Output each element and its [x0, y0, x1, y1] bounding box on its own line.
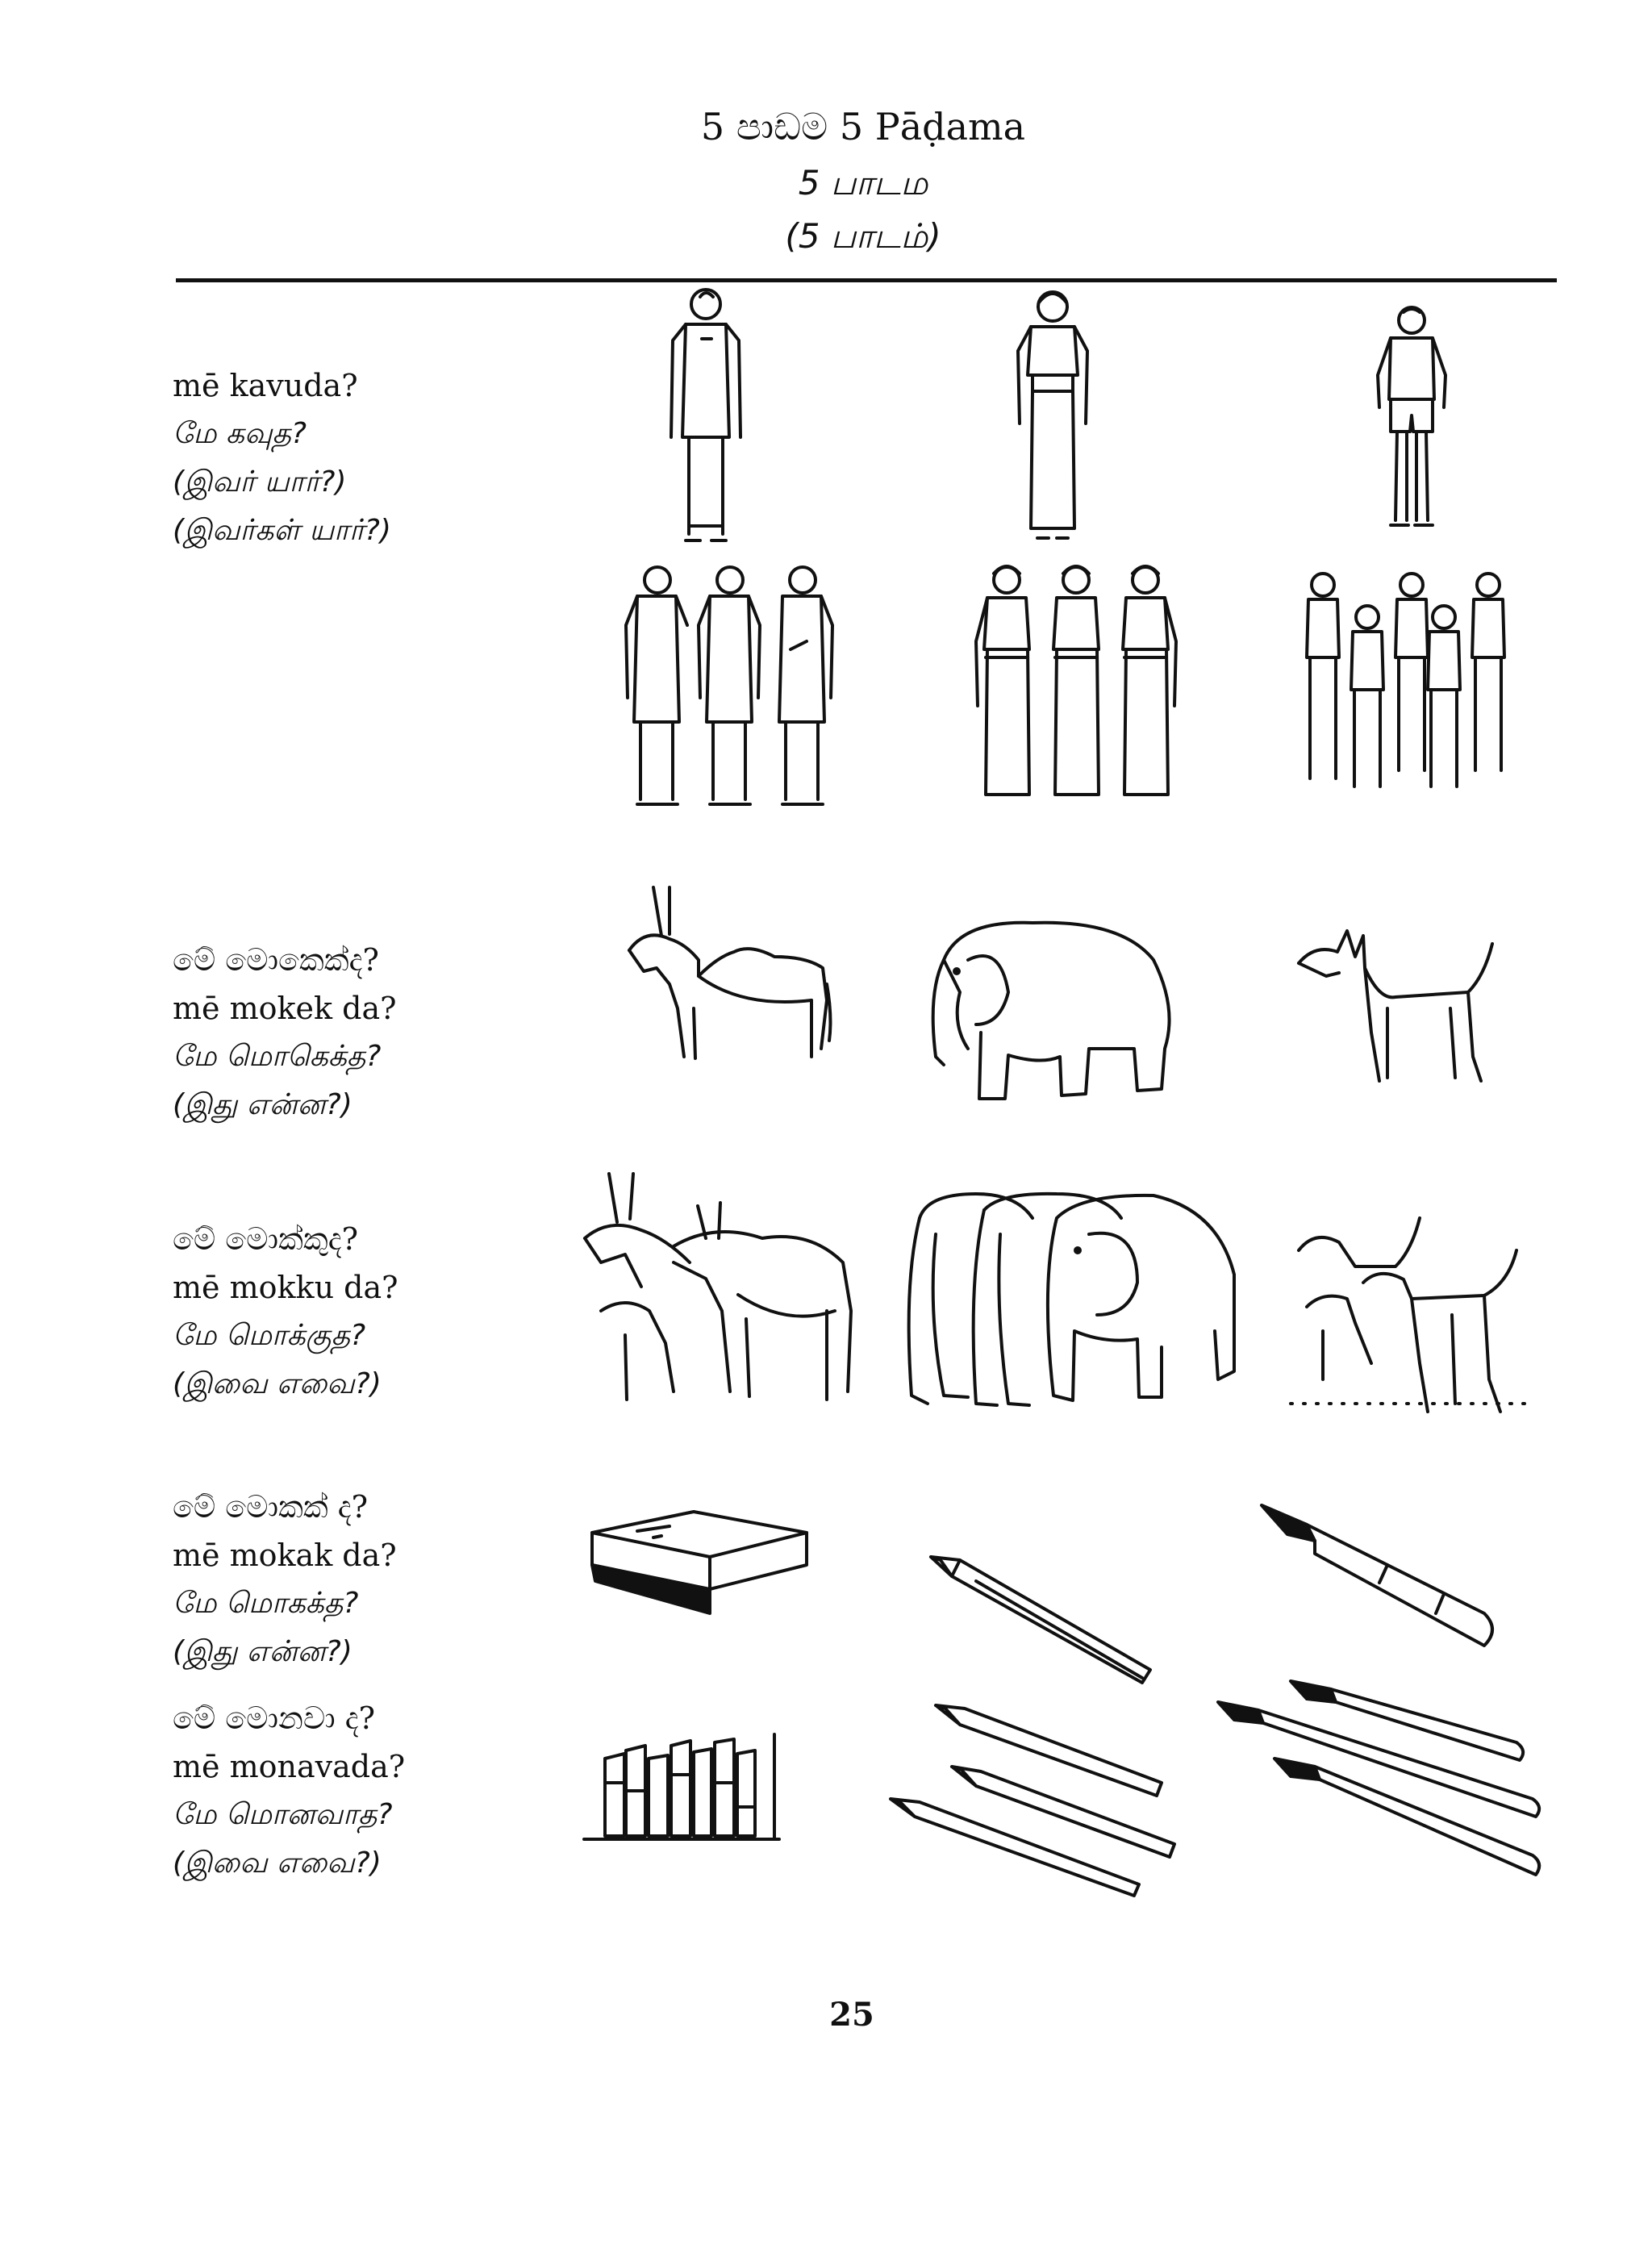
question-sinhala: මේ මොක්කුද? — [173, 1221, 358, 1257]
books-shelf-icon — [581, 1734, 782, 1847]
pencils-icon — [887, 1702, 1194, 1896]
question-tamil-singular: (இவர் யார்?) — [173, 465, 347, 499]
lesson-title: 5 පාඩම 5 Pāḍama — [700, 105, 1026, 148]
question-tamil: (இவை எவை?) — [173, 1846, 382, 1880]
boys-group-icon — [1291, 569, 1525, 799]
dogs-pack-icon — [1291, 1218, 1533, 1428]
question-sinhala: මේ මොකක් ද? — [173, 1489, 369, 1525]
bulls-herd-icon — [577, 1174, 883, 1416]
elephants-herd-icon — [895, 1186, 1250, 1428]
book-icon — [589, 1508, 815, 1621]
dog-icon — [1283, 920, 1508, 1097]
page-number: 25 — [829, 1996, 874, 2034]
question-romanized: mē mokek da? — [173, 991, 397, 1026]
question-tamil-script: மே மொகெக்த? — [173, 1040, 382, 1073]
question-sinhala: මේ මොකෙක්ද? — [173, 942, 379, 978]
question-tamil: (இது என்ன?) — [173, 1635, 353, 1668]
header-rule — [176, 278, 1557, 282]
question-what-things — [173, 1694, 405, 1888]
pens-icon — [1210, 1678, 1549, 1888]
men-group-icon — [613, 561, 855, 811]
women-group-icon — [968, 561, 1186, 811]
question-tamil-plural: (இவர்கள் யார்?) — [173, 514, 391, 547]
question-romanized: mē monavada? — [173, 1749, 406, 1784]
question-romanized: mē kavuda? — [173, 368, 358, 403]
elephant-icon — [912, 912, 1186, 1105]
pen-icon — [1258, 1500, 1500, 1654]
bull-icon — [621, 887, 839, 1073]
question-tamil-script: மே மொகக்த? — [173, 1587, 359, 1620]
question-what-thing — [173, 1483, 397, 1676]
question-tamil-script: மே மொக்குத? — [173, 1319, 366, 1352]
question-romanized: mē mokku da? — [173, 1270, 398, 1305]
question-what-animal — [173, 936, 397, 1129]
question-romanized: mē mokak da? — [173, 1538, 397, 1573]
man-icon — [661, 284, 750, 550]
pencil-icon — [928, 1541, 1153, 1686]
question-sinhala: මේ මොනවා ද? — [173, 1700, 375, 1736]
question-what-animals — [173, 1215, 398, 1408]
question-tamil: (இது என்ன?) — [173, 1088, 353, 1121]
question-who — [173, 361, 391, 555]
boy-icon — [1371, 303, 1452, 536]
question-tamil-script: மே மொனவாத? — [173, 1798, 393, 1831]
lesson-title-tamil-alt: (5 பாடம்) — [785, 216, 941, 256]
question-tamil: (இவை எவை?) — [173, 1367, 382, 1400]
question-tamil-script: மே கவுத? — [173, 417, 307, 450]
lesson-title-tamil: 5 பாடம — [798, 163, 928, 202]
woman-icon — [1008, 286, 1097, 545]
